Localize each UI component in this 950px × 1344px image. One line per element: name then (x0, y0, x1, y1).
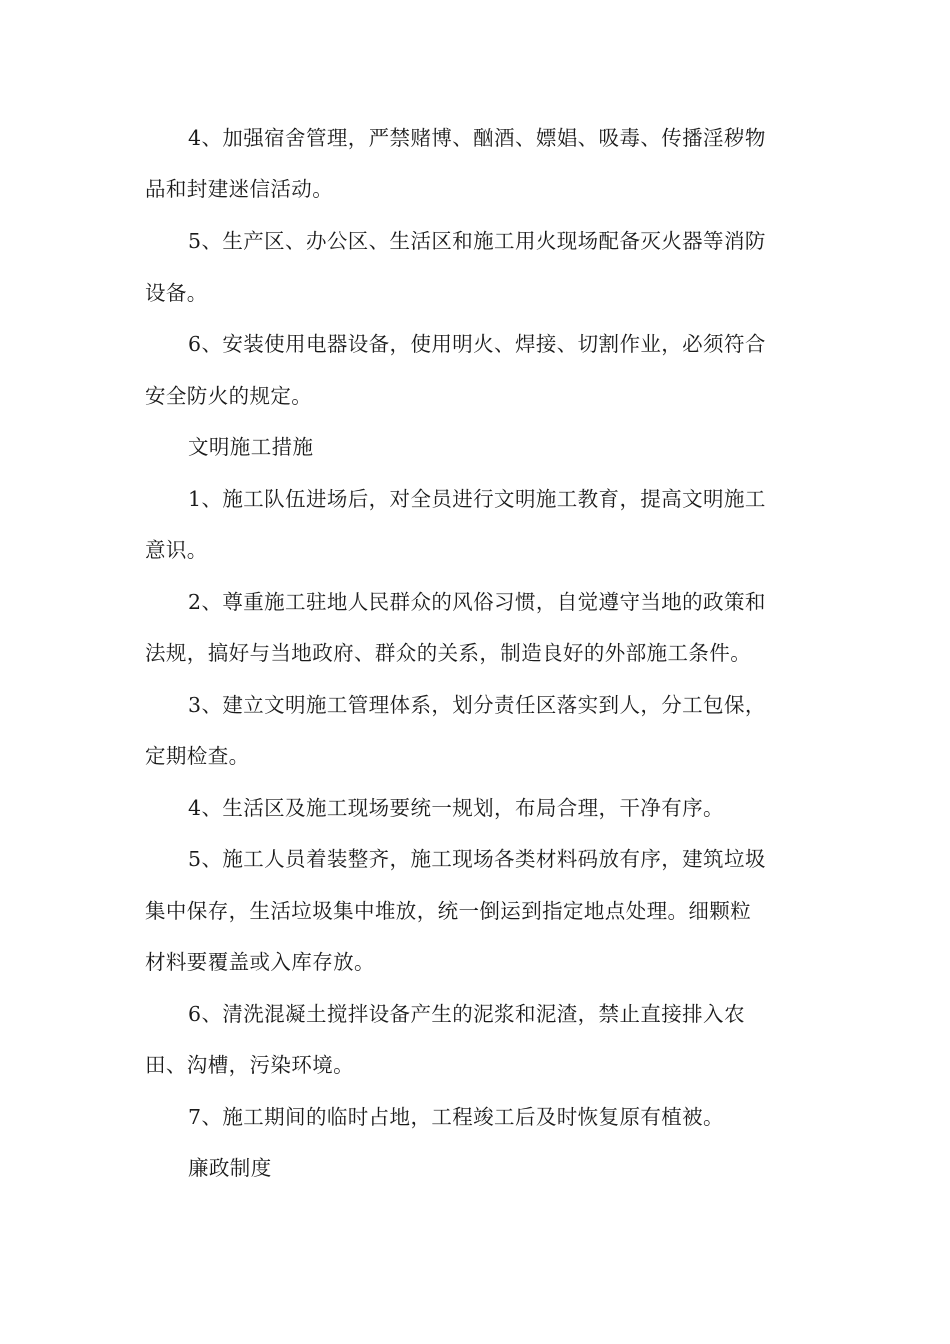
text-line: 安全防火的规定。 (145, 384, 313, 408)
text-line: 4、加强宿舍管理，严禁赌博、酗酒、嫖娼、吸毒、传播淫秽物 (188, 126, 766, 150)
text-line: 6、安装使用电器设备，使用明火、焊接、切割作业，必须符合 (188, 332, 766, 356)
section-heading: 廉政制度 (188, 1156, 272, 1180)
text-line: 集中保存，生活垃圾集中堆放，统一倒运到指定地点处理。细颗粒 (145, 899, 752, 923)
text-line: 1、施工队伍进场后，对全员进行文明施工教育，提高文明施工 (188, 487, 766, 511)
text-line: 6、清洗混凝土搅拌设备产生的泥浆和泥渣，禁止直接排入农 (188, 1002, 745, 1026)
text-line: 7、施工期间的临时占地，工程竣工后及时恢复原有植被。 (188, 1105, 724, 1129)
text-line: 田、沟槽，污染环境。 (145, 1053, 354, 1077)
text-line: 品和封建迷信活动。 (145, 177, 334, 201)
text-line: 4、生活区及施工现场要统一规划，布局合理，干净有序。 (188, 796, 724, 820)
text-line: 5、施工人员着装整齐，施工现场各类材料码放有序，建筑垃圾 (188, 847, 766, 871)
section-heading: 文明施工措施 (188, 435, 314, 459)
text-line: 5、生产区、办公区、生活区和施工用火现场配备灭火器等消防 (188, 229, 766, 253)
text-line: 设备。 (145, 281, 208, 305)
text-line: 意识。 (145, 538, 208, 562)
text-line: 法规，搞好与当地政府、群众的关系，制造良好的外部施工条件。 (145, 641, 752, 665)
text-line: 定期检查。 (145, 744, 250, 768)
text-line: 3、建立文明施工管理体系，划分责任区落实到人，分工包保， (188, 693, 766, 717)
text-line: 材料要覆盖或入库存放。 (145, 950, 375, 974)
text-line: 2、尊重施工驻地人民群众的风俗习惯，自觉遵守当地的政策和 (188, 590, 766, 614)
